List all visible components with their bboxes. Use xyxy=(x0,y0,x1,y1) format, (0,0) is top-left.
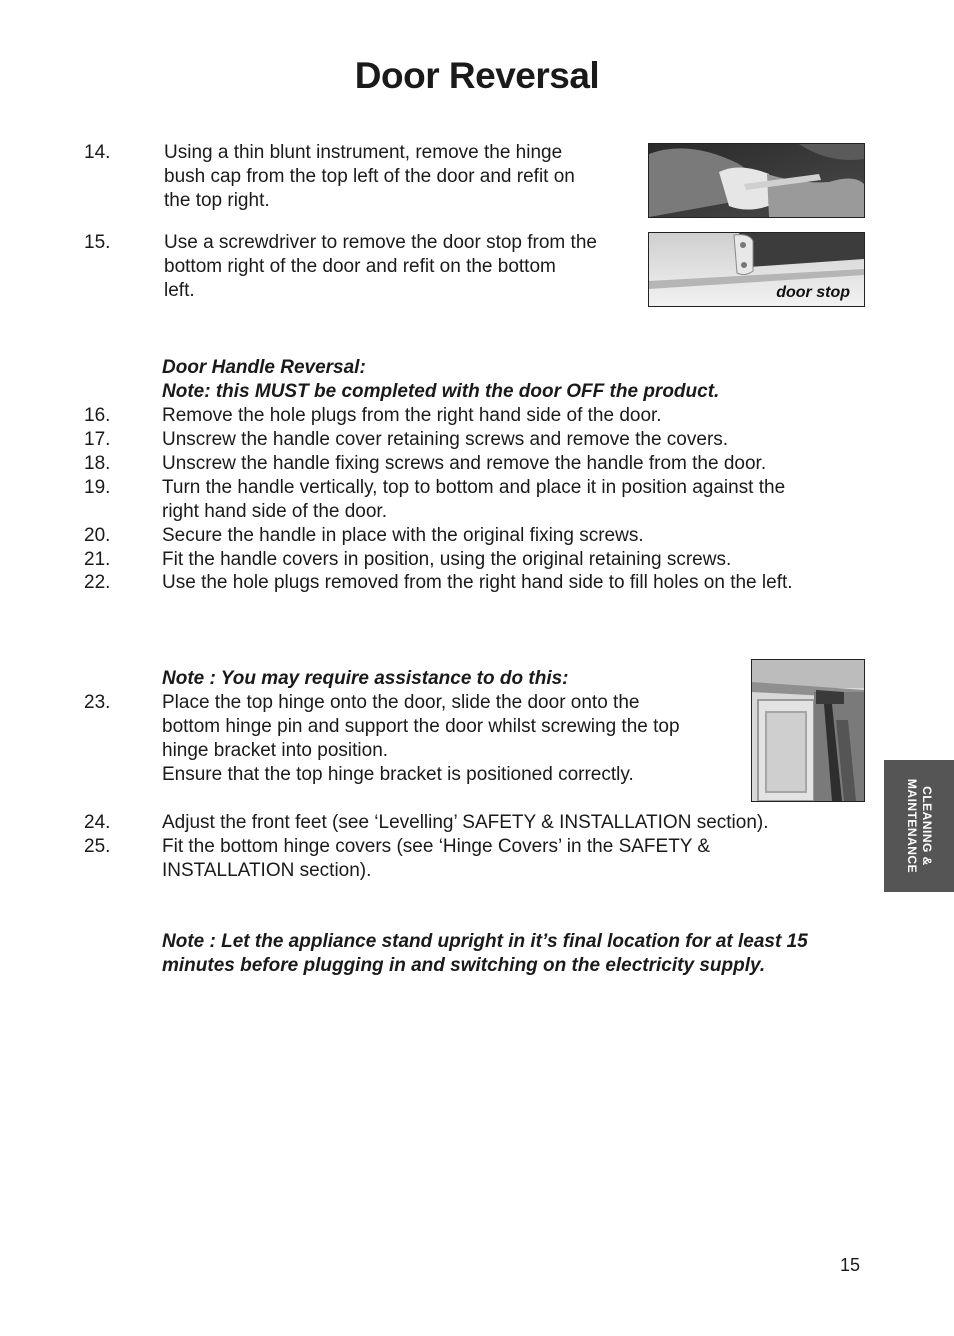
step-number: 19. xyxy=(84,477,111,498)
step-number: 20. xyxy=(84,525,111,546)
step-line: INSTALLATION section). xyxy=(162,860,372,881)
step-17-text: Unscrew the handle cover retaining screws and remove the covers. xyxy=(162,429,729,450)
final-note xyxy=(162,930,808,978)
step-19-text xyxy=(162,476,785,524)
step-22-text: Use the hole plugs removed from the right hand side to fill holes on the left. xyxy=(162,572,793,593)
step-line: Use a screwdriver to remove the door stop from the xyxy=(164,232,597,253)
side-tab-label xyxy=(904,779,934,873)
assistance-note: Note : You may require assistance to do this: xyxy=(162,668,569,689)
step-14-text xyxy=(164,141,575,213)
step-16-text: Remove the hole plugs from the right hand side of the door. xyxy=(162,405,662,426)
step-23-text xyxy=(162,691,680,787)
side-tab-line: MAINTENANCE xyxy=(905,778,919,874)
top-hinge-photo-image xyxy=(752,660,864,801)
step-line: bush cap from the top left of the door and refit on xyxy=(164,166,575,187)
step-number: 17. xyxy=(84,429,111,450)
page-number: 15 xyxy=(840,1255,861,1275)
door-handle-reversal-heading: Door Handle Reversal: xyxy=(162,357,366,378)
step-number: 24. xyxy=(84,812,111,833)
step-number: 25. xyxy=(84,836,111,857)
step-21-text: Fit the handle covers in position, using the original retaining screws. xyxy=(162,549,732,570)
step-line: bottom right of the door and refit on the bottom xyxy=(164,256,556,277)
step-line: Ensure that the top hinge bracket is positioned correctly. xyxy=(162,764,634,785)
step-line: Turn the handle vertically, top to bottom and place it in position against the xyxy=(162,477,786,498)
door-stop-caption: door stop xyxy=(776,284,850,301)
step-20-text: Secure the handle in place with the original fixing screws. xyxy=(162,525,644,546)
step-line: left. xyxy=(164,280,195,301)
step-line: hinge bracket into position. xyxy=(162,740,389,761)
step-line: right hand side of the door. xyxy=(162,501,387,522)
final-note-line: minutes before plugging in and switching on the electricity supply. xyxy=(162,955,766,976)
hinge-bush-cap-photo-image xyxy=(649,144,864,217)
page-title: Door Reversal xyxy=(354,55,600,96)
door-off-note: Note: this MUST be completed with the door OFF the product. xyxy=(162,381,720,402)
step-number: 16. xyxy=(84,405,111,426)
step-number: 18. xyxy=(84,453,111,474)
door-stop-photo xyxy=(648,232,865,307)
step-number: 22. xyxy=(84,572,111,593)
section-side-tab xyxy=(884,760,954,892)
top-hinge-photo xyxy=(751,659,865,802)
step-line: bottom hinge pin and support the door whilst screwing the top xyxy=(162,716,680,737)
final-note-line: Note : Let the appliance stand upright in it’s final location for at least 15 xyxy=(162,931,808,952)
side-tab-line: CLEANING & xyxy=(920,786,934,866)
step-18-text: Unscrew the handle fixing screws and remove the handle from the door. xyxy=(162,453,767,474)
step-number: 21. xyxy=(84,549,111,570)
step-line: Fit the bottom hinge covers (see ‘Hinge Covers’ in the SAFETY & xyxy=(162,836,711,857)
step-line: the top right. xyxy=(164,190,270,211)
step-number: 14. xyxy=(84,142,111,163)
hinge-bush-cap-photo xyxy=(648,143,865,218)
step-number: 15. xyxy=(84,232,111,253)
step-15-text xyxy=(164,231,597,303)
step-number: 23. xyxy=(84,692,111,713)
step-line: Using a thin blunt instrument, remove the hinge xyxy=(164,142,563,163)
step-line: Place the top hinge onto the door, slide the door onto the xyxy=(162,692,640,713)
step-24-text: Adjust the front feet (see ‘Levelling’ SAFETY & INSTALLATION section). xyxy=(162,812,769,833)
step-25-text xyxy=(162,835,710,883)
